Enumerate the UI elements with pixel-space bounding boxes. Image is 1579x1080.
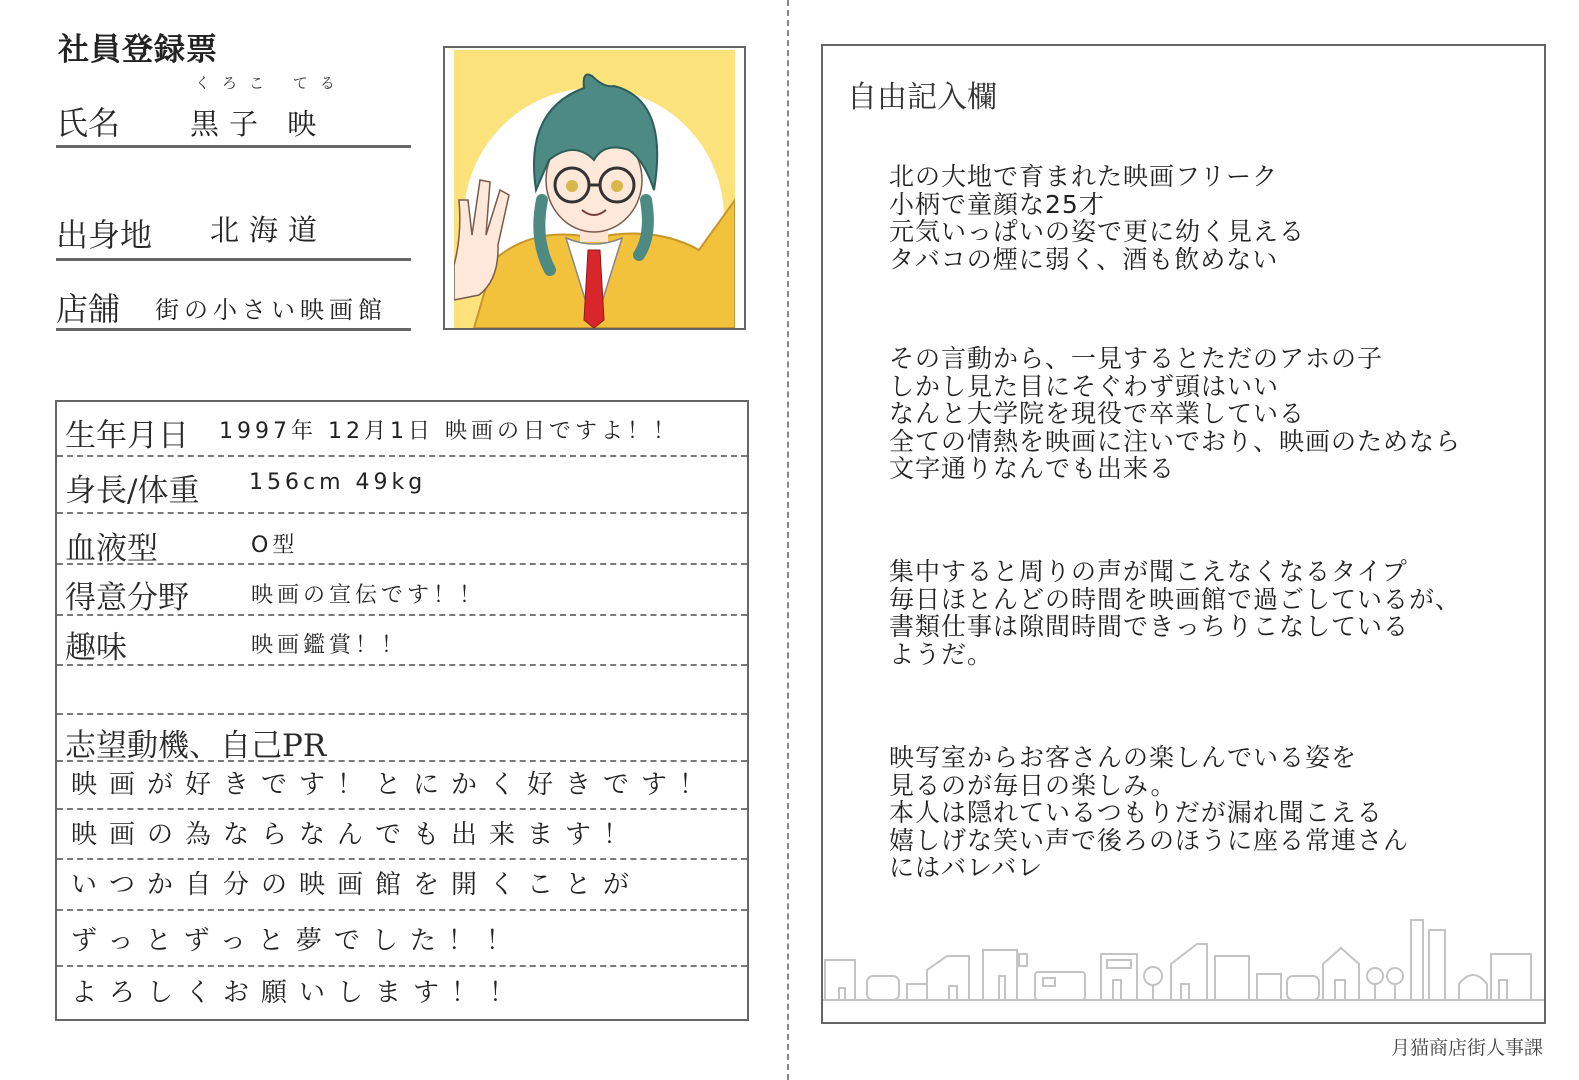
- profile-photo: [443, 46, 746, 330]
- row-divider: [57, 909, 747, 911]
- store-value: 街の小さい映画館: [155, 296, 387, 324]
- free-line: 北の大地で育まれた映画フリーク: [889, 162, 1279, 191]
- free-line: ようだ。: [889, 639, 994, 669]
- free-line: 見るのが毎日の楽しみ。: [889, 770, 1177, 800]
- free-line: 小柄で童顔な25才: [889, 189, 1105, 219]
- free-line: 本人は隠れているつもりだが漏れ聞こえる: [889, 798, 1383, 827]
- birthplace-label: 出身地: [56, 216, 153, 254]
- row-divider: [57, 563, 747, 565]
- free-line: その言動から、一見するとただのアホの子: [889, 344, 1384, 373]
- birthplace-underline: [56, 258, 411, 261]
- row-divider: [57, 760, 747, 762]
- free-paragraph-3: [889, 558, 1461, 668]
- free-line: 書類仕事は隙間時間できっちりこなしている: [889, 612, 1410, 641]
- row-divider: [57, 808, 747, 810]
- birthday-label: 生年月日: [65, 418, 189, 454]
- free-line: にはバレバレ: [889, 853, 1044, 882]
- free-line: 映写室からお客さんの楽しんでいる姿を: [889, 743, 1358, 772]
- footer-department: 月猫商店街人事課: [1390, 1037, 1543, 1059]
- free-line: 毎日ほとんどの時間を映画館で過ごしているが、: [889, 584, 1462, 614]
- free-line: 集中すると周りの声が聞こえなくなるタイプ: [889, 557, 1408, 586]
- birthplace-value: 北海道: [210, 213, 328, 247]
- free-entry-box: [821, 44, 1546, 1024]
- specialty-value: 映画の宣伝です！！: [251, 583, 486, 608]
- pr-line: いつか自分の映画館を開くことが: [71, 870, 642, 900]
- row-divider: [57, 965, 747, 967]
- row-divider: [57, 858, 747, 860]
- page-divider: [787, 0, 789, 1080]
- row-divider: [57, 455, 747, 457]
- blood-type-label: 血液型: [65, 531, 158, 567]
- specialty-label: 得意分野: [65, 580, 189, 616]
- free-line: タバコの煙に弱く、酒も飲めない: [889, 244, 1279, 274]
- name-underline: [56, 145, 411, 148]
- character-illustration: [454, 50, 735, 328]
- free-line: 全ての情熱を映画に注いでおり、映画のためなら: [889, 426, 1462, 456]
- free-paragraph-4: [889, 744, 1409, 882]
- height-weight-value: 156cm 49kg: [249, 470, 427, 495]
- free-line: しかし見た目にそぐわず頭はいい: [889, 371, 1280, 401]
- townscape-illustration: [823, 914, 1544, 1004]
- name-label: 氏名: [56, 104, 121, 142]
- store-label: 店舗: [56, 290, 121, 328]
- free-line: 嬉しげな笑い声で後ろのほうに座る常連さん: [889, 825, 1410, 855]
- name-value: 黒子 映: [190, 107, 327, 141]
- free-paragraph-1: [889, 163, 1305, 273]
- free-line: 文字通りなんでも出来る: [889, 454, 1176, 483]
- store-underline: [56, 328, 411, 331]
- pr-line: よろしくお願いします！！: [71, 978, 528, 1008]
- pr-line: 映画が好きです！とにかく好きです！: [71, 770, 718, 800]
- free-line: なんと大学院を現役で卒業している: [889, 399, 1306, 428]
- birthday-value: 1997年 12月1日 映画の日ですよ！！: [219, 419, 679, 444]
- pr-line: 映画の為ならなんでも出来ます！: [71, 820, 642, 850]
- free-line: 元気いっぱいの姿で更に幼く見える: [889, 217, 1306, 246]
- pr-line: ずっとずっと夢でした！！: [71, 926, 524, 956]
- row-divider: [57, 512, 747, 514]
- row-divider: [57, 664, 747, 666]
- free-paragraph-2: [889, 345, 1461, 483]
- pr-label: 志望動機、自己PR: [65, 728, 327, 764]
- height-weight-label: 身長/体重: [65, 473, 200, 509]
- hobby-value: 映画鑑賞！！: [251, 633, 408, 658]
- document-title: 社員登録票: [58, 32, 218, 68]
- row-divider: [57, 614, 747, 616]
- name-ruby: くろこ てる: [195, 74, 347, 92]
- free-entry-title: 自由記入欄: [847, 80, 997, 115]
- row-divider: [57, 713, 747, 715]
- blood-type-value: O型: [251, 533, 299, 558]
- profile-table: [55, 400, 749, 1021]
- hobby-label: 趣味: [65, 630, 127, 666]
